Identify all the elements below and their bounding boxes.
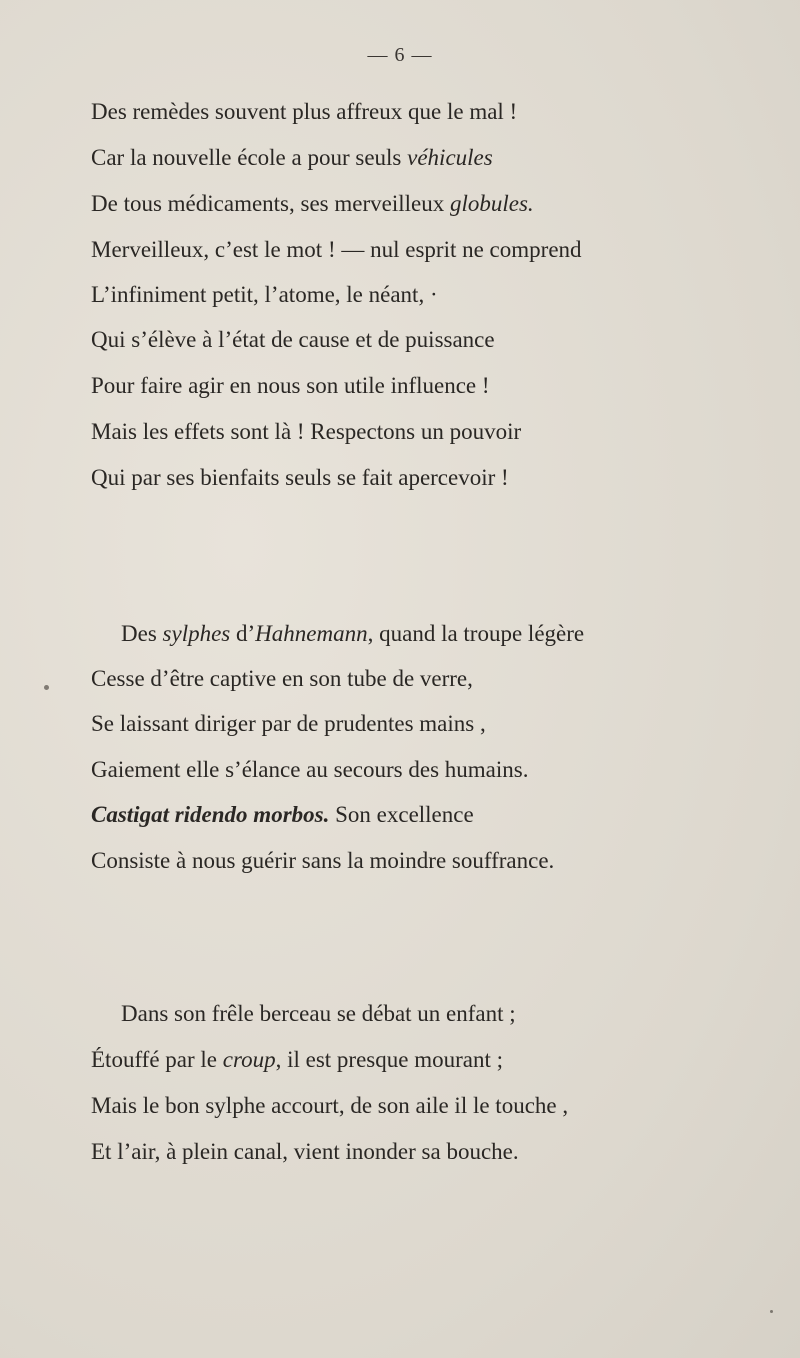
verse-line <box>91 1094 568 1117</box>
verse-line <box>121 1002 516 1025</box>
verse-text: Gaiement elle s’élance au secours des humains. <box>91 757 529 782</box>
verse-text: Cesse d’être captive en son tube de verre, <box>91 666 473 691</box>
verse-text: Et l’air, à plein canal, vient inonder sa bouche. <box>91 1139 519 1164</box>
verse-text: Pour faire agir en nous son utile influence ! <box>91 373 490 398</box>
verse-line <box>91 374 490 397</box>
verse-line <box>91 758 528 781</box>
verse-line <box>91 283 438 306</box>
verse-line <box>91 466 509 489</box>
verse-italic-text: croup <box>222 1047 276 1072</box>
verse-text: Se laissant diriger par de prudentes mains , <box>91 711 486 736</box>
verse-line <box>91 803 474 826</box>
verse-italic-text: véhicules <box>407 145 493 170</box>
verse-text: L’infiniment petit, l’atome, le néant, · <box>91 282 438 307</box>
verse-line <box>91 667 473 690</box>
verse-line <box>91 420 521 443</box>
verse-bold-italic-text: Castigat ridendo morbos. <box>91 802 330 827</box>
verse-italic-text: globules. <box>449 191 534 216</box>
verse-text: Qui par ses bienfaits seuls se fait apercevoir ! <box>91 465 509 490</box>
verse-line <box>91 100 517 123</box>
verse-text: Son excellence <box>329 802 474 827</box>
verse-text: Des remèdes souvent plus affreux que le mal ! <box>91 99 518 124</box>
verse-text: , quand la troupe légère <box>367 621 585 646</box>
paper-speck <box>770 1310 773 1313</box>
verse-line <box>91 328 495 351</box>
verse-italic-text: sylphes <box>162 621 231 646</box>
verse-italic-text: Hahnemann <box>255 621 368 646</box>
verse-emphasis <box>91 802 329 827</box>
verse-line <box>91 238 582 261</box>
verse-text: Étouffé par le <box>91 1047 223 1072</box>
verse-text: Consiste à nous guérir sans la moindre souffrance. <box>91 848 555 873</box>
verse-text: Des <box>121 621 163 646</box>
verse-line <box>121 622 584 645</box>
verse-text: De tous médicaments, ses merveilleux <box>91 191 450 216</box>
verse-line <box>91 849 554 872</box>
page-number: — 6 — <box>367 44 433 66</box>
verse-line <box>91 192 534 215</box>
verse-text: Qui s’élève à l’état de cause et de puissance <box>91 327 495 352</box>
verse-text: Car la nouvelle école a pour seuls <box>91 145 408 170</box>
verse-text: , il est presque mourant ; <box>275 1047 503 1072</box>
verse-text: Mais les effets sont là ! Respectons un pouvoir <box>91 419 522 444</box>
verse-line <box>91 146 493 169</box>
paper-speck <box>44 685 49 690</box>
verse-text: d’ <box>230 621 256 646</box>
verse-line <box>91 712 486 735</box>
verse-line <box>91 1140 519 1163</box>
verse-text: Mais le bon sylphe accourt, de son aile il le touche , <box>91 1093 569 1118</box>
verse-text: Dans son frêle berceau se débat un enfant ; <box>121 1001 516 1026</box>
verse-line <box>91 1048 503 1071</box>
verse-text: Merveilleux, c’est le mot ! — nul esprit ne comprend <box>91 237 582 262</box>
